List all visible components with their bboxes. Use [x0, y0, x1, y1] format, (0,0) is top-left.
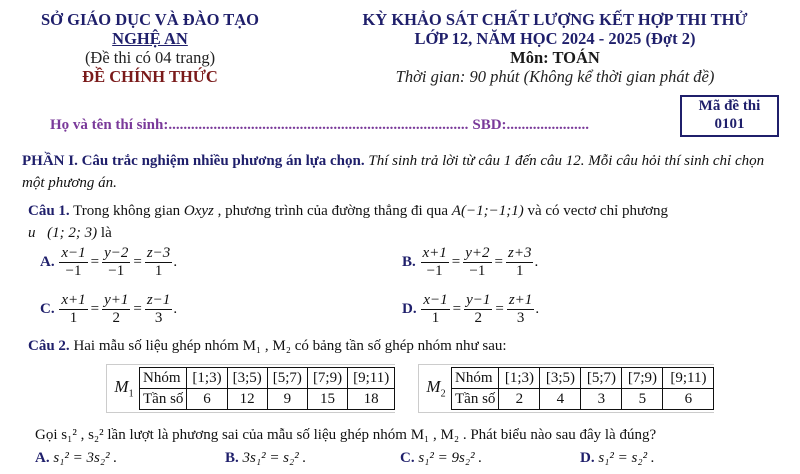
candidate-name-field[interactable]: Họ và tên thí sinh:................................................................................ [50, 117, 469, 133]
option-label: D. [580, 450, 595, 466]
option-label: B. [402, 253, 416, 270]
option-label: A. [35, 450, 50, 466]
point-a: A(−1;−1;1) [451, 203, 524, 219]
header-left [30, 10, 270, 86]
part1-instruction: Thí sinh trả lời từ câu 1 đến câu 12. Mỗi câu hỏi thí sinh chỉ chọn một phương án. [22, 153, 765, 191]
exam-code-box [680, 95, 779, 137]
option-label: A. [40, 253, 55, 270]
frequency-table-m2 [418, 364, 714, 413]
question-1 [28, 200, 788, 244]
province-name: NGHỆ AN [112, 29, 188, 48]
direction-vector: u⃗(1; 2; 3) [28, 225, 98, 241]
table-row: Nhóm [1;3) [3;5) [5;7) [7;9) [9;11) [140, 368, 395, 389]
q1-option-a[interactable]: A. $\frac{x-1}{-1}$ = $\frac{y-2}{-1}$ = $\frac{z-3}{1}$ . [40, 245, 178, 279]
coordinate-space: Oxyz [183, 203, 214, 219]
question-2-prompt: Gọi s₁² , s₂² lần lượt là phương sai của mẫu số liệu ghép nhóm M₁ , M₂ . Phát biểu nào sau đây là đúng? [35, 427, 657, 443]
q1-option-b[interactable]: B. $\frac{x+1}{-1}$ = $\frac{y+2}{-1}$ = $\frac{z+3}{1}$ . [402, 245, 539, 279]
duration: Thời gian: 90 phút (Không kể thời gian phát đề) [395, 67, 715, 86]
table-row: Tần số 6 12 9 15 18 [140, 389, 395, 410]
option-label: D. [402, 300, 417, 317]
grade-year: LỚP 12, NĂM HỌC 2024 - 2025 (Đợt 2) [414, 29, 696, 48]
table-row: Tần số 2 4 3 5 6 [452, 389, 714, 410]
header-right [320, 10, 790, 86]
table-row: Nhóm [1;3) [3;5) [5;7) [7;9) [9;11) [452, 368, 714, 389]
option-text: s₁² = 9s₂² . [418, 450, 483, 466]
candidate-sbd-field[interactable]: SBD:...................... [472, 117, 590, 133]
exam-code-label: Mã đề thi [698, 98, 761, 114]
candidate-line [50, 117, 589, 134]
official-status: ĐỀ CHÍNH THỨC [82, 67, 218, 86]
question-1-text: và có vectơ chỉ phương [523, 203, 669, 219]
q2-option-c[interactable] [400, 450, 482, 467]
question-1-text: , phương trình của đường thẳng đi qua [213, 203, 452, 219]
q1-option-c[interactable]: C. $\frac{x+1}{1}$ = $\frac{y+1}{2}$ = $\frac{z-1}{3}$ . [40, 292, 178, 326]
question-2-label: Câu 2. [28, 338, 70, 354]
question-1-label: Câu 1. [28, 203, 70, 219]
question-1-text: Trong không gian [69, 203, 184, 219]
question-2-text: Hai mẫu số liệu ghép nhóm M₁ , M₂ có bảng tần số ghép nhóm như sau: [69, 338, 507, 354]
page-count: (Đề thi có 04 trang) [84, 48, 216, 67]
part1-instructions [22, 150, 782, 194]
question-1-text: là [97, 225, 112, 241]
table-label: $M_2$ [426, 377, 446, 400]
option-text: s₁² = 3s₂² . [53, 450, 118, 466]
question-2 [28, 338, 507, 355]
subject: Môn: TOÁN [510, 48, 600, 67]
organization-name: SỞ GIÁO DỤC VÀ ĐÀO TẠO [40, 10, 260, 29]
option-text: s₁² = s₂² . [598, 450, 655, 466]
q2-option-d[interactable] [580, 450, 655, 467]
table-label: $M_1$ [114, 377, 134, 400]
option-text: 3s₁² = s₂² . [242, 450, 307, 466]
option-label: C. [400, 450, 415, 466]
frequency-table [139, 367, 395, 410]
q1-option-d[interactable]: D. $\frac{x-1}{1}$ = $\frac{y-1}{2}$ = $\frac{z+1}{3}$ . [402, 292, 540, 326]
frequency-table [451, 367, 714, 410]
part1-heading: PHẦN I. Câu trắc nghiệm nhiều phương án lựa chọn. [22, 153, 365, 169]
exam-title: KỲ KHẢO SÁT CHẤT LƯỢNG KẾT HỢP THI THỬ [362, 10, 748, 29]
frequency-table-m1 [106, 364, 395, 413]
q2-option-a[interactable] [35, 450, 117, 467]
q2-option-b[interactable] [225, 450, 306, 467]
option-label: B. [225, 450, 239, 466]
option-label: C. [40, 300, 55, 317]
exam-code-value: 0101 [714, 116, 745, 132]
